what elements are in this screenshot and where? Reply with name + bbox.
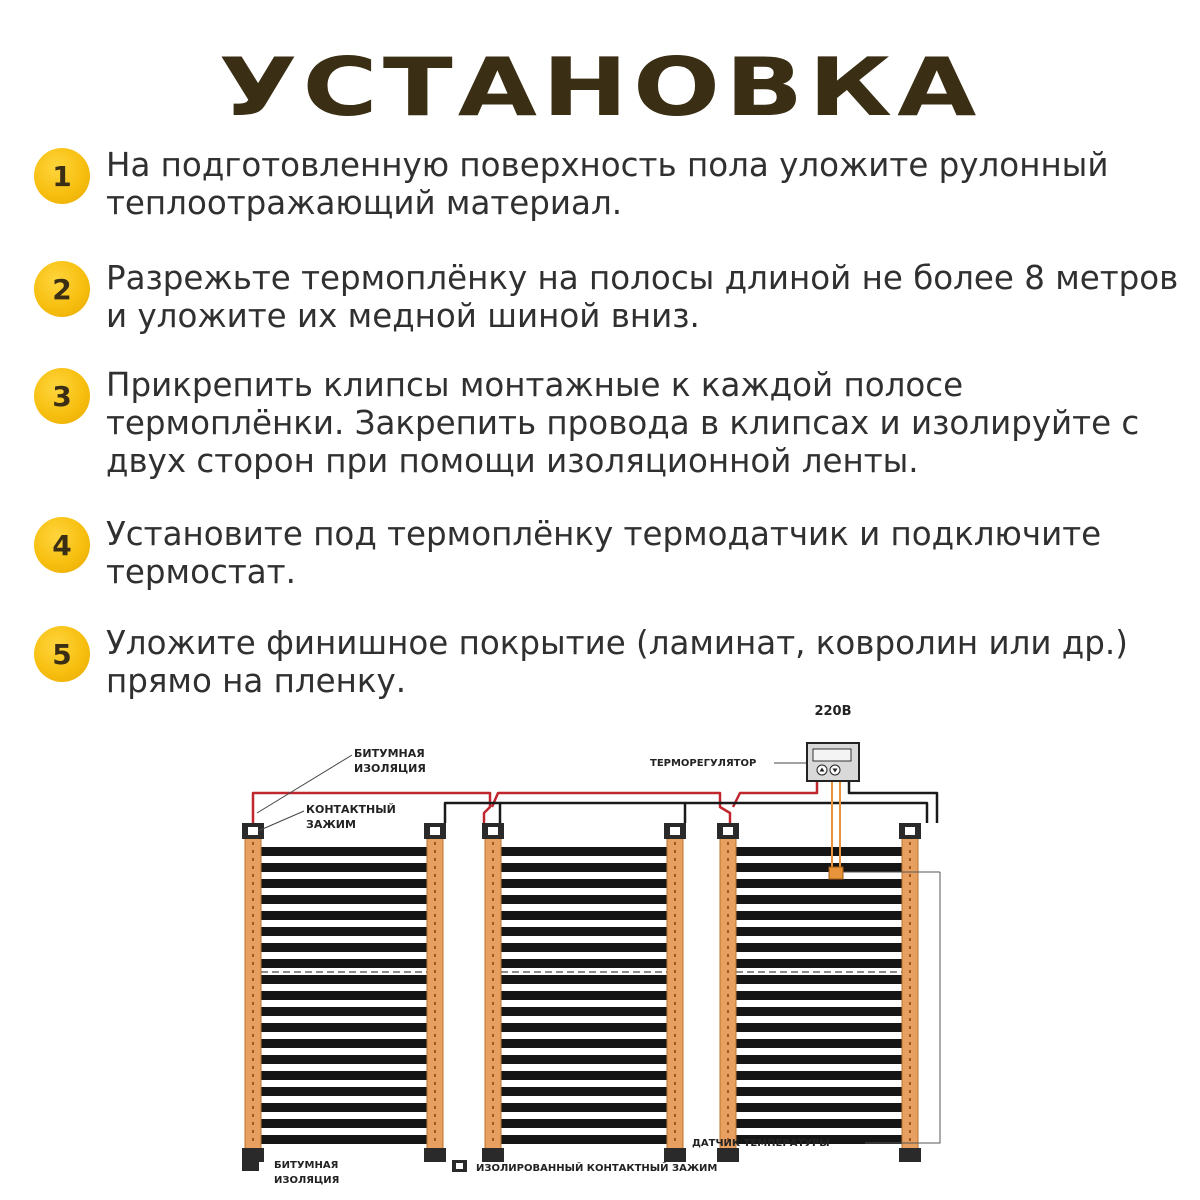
heating-strip: [501, 991, 667, 1000]
film-panel-3: [717, 823, 921, 1162]
heating-strip: [261, 879, 427, 888]
heating-strip: [501, 943, 667, 952]
bitumen-label-line-2: ИЗОЛЯЦИЯ: [354, 762, 426, 775]
heating-strip: [736, 1103, 902, 1112]
thermostat-label: ТЕРМОРЕГУЛЯТОР: [650, 758, 757, 769]
sensor-label: ДАТЧИК ТЕМПЕРАТУРЫ: [692, 1138, 830, 1149]
heating-strip: [736, 1087, 902, 1096]
step-text-line: Разрежьте термоплёнку на полосы длиной не более 8 метров: [106, 259, 1179, 297]
heating-strip: [501, 975, 667, 984]
heating-strip: [501, 927, 667, 936]
heating-strip: [736, 943, 902, 952]
clamp-label-line-2: ЗАЖИМ: [306, 818, 356, 831]
heating-strip: [736, 1119, 902, 1128]
heating-strip: [261, 1087, 427, 1096]
live-wire: [492, 793, 730, 823]
heating-strip: [501, 911, 667, 920]
step-text-line: теплоотражающий материал.: [106, 184, 623, 222]
heating-strip: [261, 991, 427, 1000]
heating-strip: [501, 1103, 667, 1112]
voltage-label: 220В: [814, 704, 852, 719]
heating-strip: [261, 863, 427, 872]
heating-strip: [261, 975, 427, 984]
step-text-line: Уложите финишное покрытие (ламинат, ковролин или др.): [106, 624, 1128, 662]
heating-strip: [501, 1135, 667, 1144]
bitumen-label-line-1: БИТУМНАЯ: [354, 747, 425, 760]
heating-strip: [261, 959, 427, 968]
wiring-diagram: [200, 695, 970, 1195]
heating-strip: [501, 1023, 667, 1032]
heating-strip: [501, 1071, 667, 1080]
bitumen-insulation: [242, 1148, 264, 1162]
heating-strip: [261, 1039, 427, 1048]
step-text: [106, 259, 1186, 335]
heating-strip: [501, 895, 667, 904]
heating-strip: [261, 1055, 427, 1064]
step-text-line: Прикрепить клипсы монтажные к каждой полосе: [106, 366, 964, 404]
legend-bitumen-line-2: ИЗОЛЯЦИЯ: [274, 1175, 340, 1186]
film-panel-1: [242, 823, 446, 1162]
neutral-wire: [685, 803, 927, 823]
heating-strip: [736, 847, 902, 856]
bitumen-insulation: [664, 1148, 686, 1162]
heating-strip: [501, 847, 667, 856]
step-text-line: Установите под термоплёнку термодатчик и подключите: [106, 515, 1102, 553]
legend: [242, 1160, 717, 1186]
thermostat: [807, 743, 859, 781]
heating-strip: [261, 1135, 427, 1144]
heating-strip: [501, 959, 667, 968]
step-number-badge: 1: [34, 148, 90, 204]
film-panel-2: [482, 823, 686, 1162]
step-text-line: и уложите их медной шиной вниз.: [106, 297, 700, 335]
clamp-leader: [258, 811, 304, 831]
step-number-badge: 4: [34, 517, 90, 573]
heating-strip: [736, 1039, 902, 1048]
heating-strip: [261, 911, 427, 920]
neutral-wire: [500, 803, 685, 823]
legend-bitumen-swatch: [242, 1160, 259, 1171]
bitumen-insulation: [899, 1148, 921, 1162]
heating-strip: [736, 1055, 902, 1064]
heating-strip: [261, 927, 427, 936]
heating-strip: [261, 1007, 427, 1016]
bitumen-insulation: [424, 1148, 446, 1162]
heating-strip: [736, 1071, 902, 1080]
step-number-badge: 2: [34, 261, 90, 317]
step-text-line: На подготовленную поверхность пола уложите рулонный: [106, 146, 1109, 184]
heating-strip: [736, 975, 902, 984]
temperature-sensor: [829, 867, 843, 879]
step-text: [106, 515, 1186, 591]
heating-strip: [736, 895, 902, 904]
bitumen-insulation: [717, 1148, 739, 1162]
heating-strip: [261, 1023, 427, 1032]
legend-clamp-label: ИЗОЛИРОВАННЫЙ КОНТАКТНЫЙ ЗАЖИМ: [476, 1163, 718, 1174]
bitumen-insulation: [482, 1148, 504, 1162]
heating-strip: [736, 1023, 902, 1032]
heating-strip: [261, 1103, 427, 1112]
heating-strip: [261, 1071, 427, 1080]
step-text: [106, 624, 1186, 700]
heating-strip: [501, 1007, 667, 1016]
heating-strip: [501, 879, 667, 888]
step-text-line: прямо на пленку.: [106, 662, 407, 700]
heating-strip: [261, 895, 427, 904]
heating-strip: [501, 1087, 667, 1096]
heating-strip: [736, 879, 902, 888]
heating-strip: [501, 1119, 667, 1128]
step-number-badge: 3: [34, 368, 90, 424]
heating-strip: [736, 959, 902, 968]
step-number-badge: 5: [34, 626, 90, 682]
heating-strip: [261, 1119, 427, 1128]
heating-strip: [736, 863, 902, 872]
step-text-line: двух сторон при помощи изоляционной ленты.: [106, 442, 919, 480]
step-text: [106, 146, 1186, 222]
page-title: УСТАНОВКА: [218, 41, 982, 134]
heating-strip: [501, 1055, 667, 1064]
step-text-line: термостат.: [106, 553, 296, 591]
heating-strip: [501, 1039, 667, 1048]
step-text: [106, 366, 1186, 480]
heating-strip: [736, 991, 902, 1000]
heating-strip: [736, 1007, 902, 1016]
legend-bitumen-line-1: БИТУМНАЯ: [274, 1160, 339, 1171]
heating-strip: [736, 911, 902, 920]
heating-strip: [261, 847, 427, 856]
clamp-label-line-1: КОНТАКТНЫЙ: [306, 803, 396, 816]
heating-strip: [261, 943, 427, 952]
heating-strip: [736, 927, 902, 936]
heating-strip: [501, 863, 667, 872]
step-text-line: термоплёнки. Закрепить провода в клипсах и изолируйте с: [106, 404, 1140, 442]
